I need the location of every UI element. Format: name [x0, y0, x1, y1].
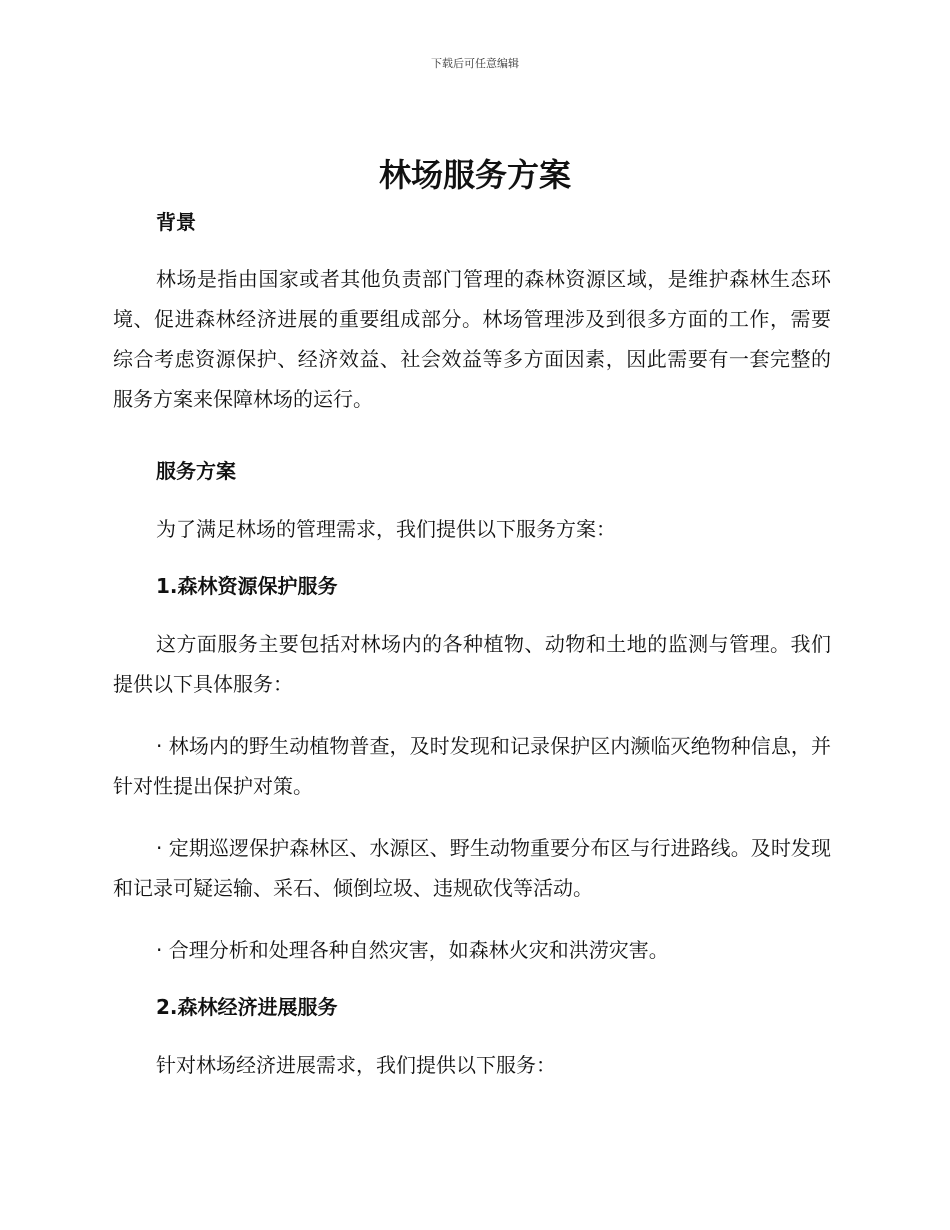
- header-note: 下载后可任意编辑: [431, 57, 519, 70]
- subsection-heading-2: 2.森林经济进展服务: [156, 995, 338, 1019]
- paragraph-s2-intro: 针对林场经济进展需求，我们提供以下服务：: [156, 1053, 556, 1077]
- paragraph-s1-intro: 这方面服务主要包括对林场内的各种植物、动物和土地的监测与管理。我们提供以下具体服务：: [113, 632, 831, 696]
- bullet-item-1: · 林场内的野生动植物普查，及时发现和记录保护区内濒临灭绝物种信息，并针对性提出保护对策。: [113, 734, 831, 798]
- subsection-heading-1: 1.森林资源保护服务: [156, 574, 338, 598]
- section-heading-background: 背景: [156, 210, 196, 234]
- section-heading-service: 服务方案: [156, 459, 236, 483]
- bullet-item-3: · 合理分析和处理各种自然灾害，如森林火灾和洪涝灾害。: [156, 938, 669, 962]
- document-title: 林场服务方案: [378, 156, 571, 194]
- paragraph-service-intro: 为了满足林场的管理需求，我们提供以下服务方案：: [156, 517, 616, 541]
- bullet-item-2: · 定期巡逻保护森林区、水源区、野生动物重要分布区与行进路线。及时发现和记录可疑运输、采石、倾倒垃圾、违规砍伐等活动。: [113, 836, 831, 900]
- paragraph-background: 林场是指由国家或者其他负责部门管理的森林资源区域，是维护森林生态环境、促进森林经济进展的重要组成部分。林场管理涉及到很多方面的工作，需要综合考虑资源保护、经济效益、社会效益等多方面因素，因此需要有一套完整的服务方案来保障林场的运行。: [113, 267, 831, 411]
